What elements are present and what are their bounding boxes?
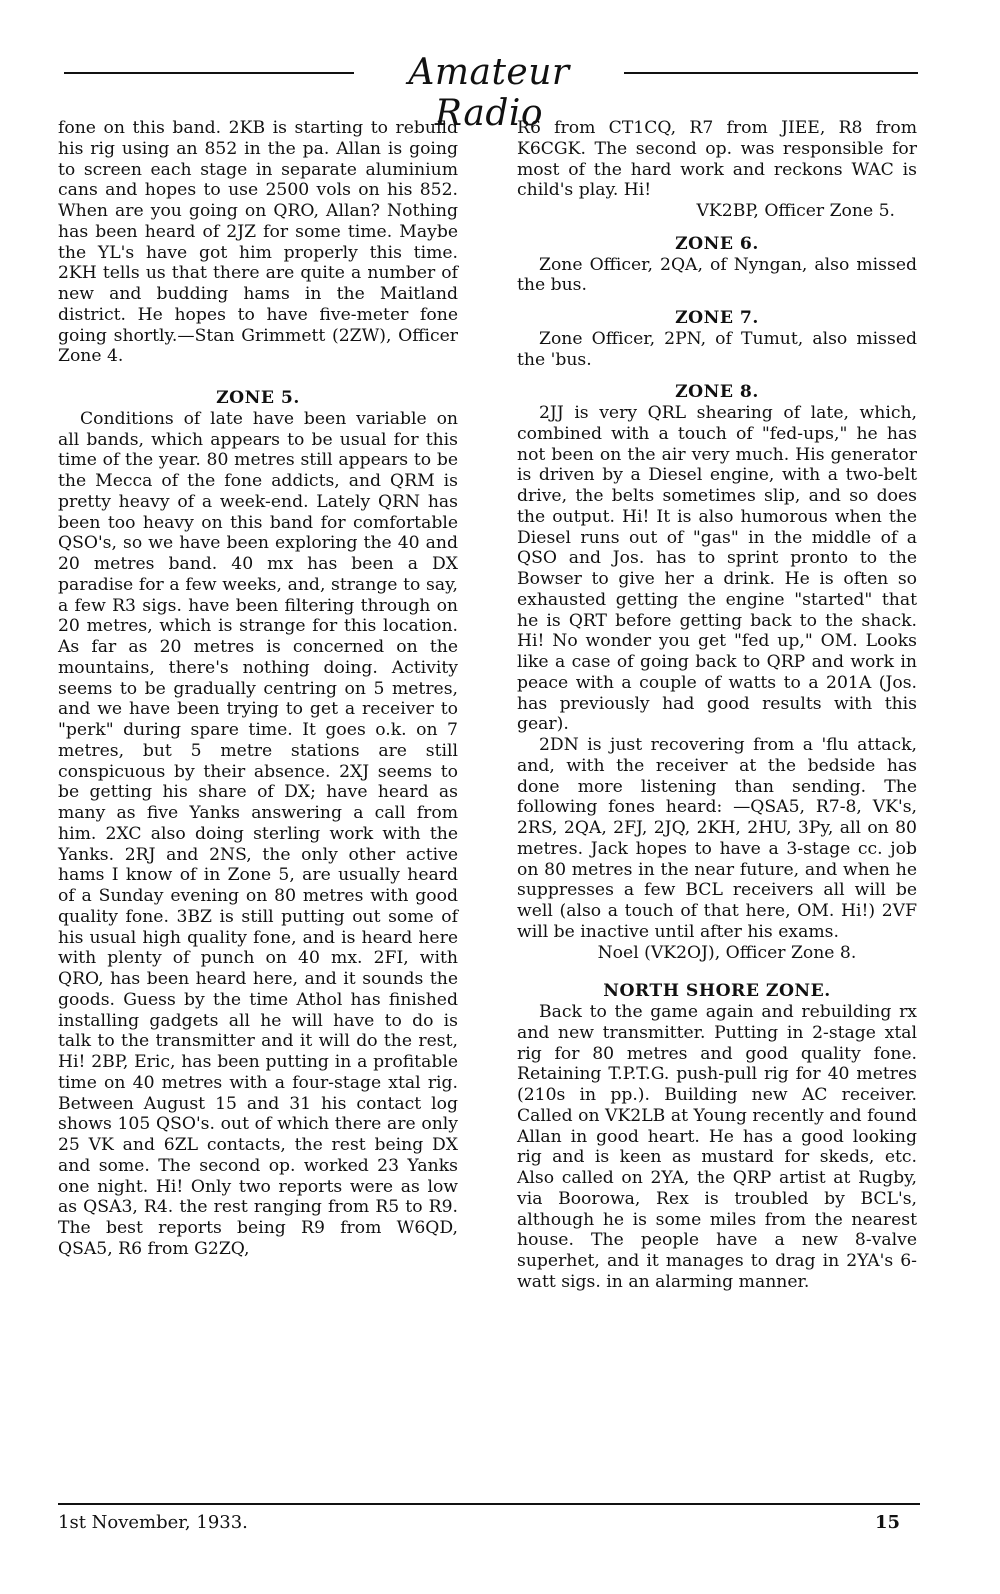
zone5-text: Conditions of late have been variable on all bands, which appears to be usual for this time of the year. 80 metres still appears to be the Mecca of the fone addicts, and QRM is pretty heavy of a week-end. Lately QRN has been too heavy on this band for comfortable QSO's, so we have been exploring the 40 and 20 metres band. 40 mx has been a DX paradise for a few weeks, and, strange to say, a few R3 sigs. have been filtering through on 20 metres, which is strange for this location. As far as 20 metres is concerned on the mountains, there's nothing doing. Activity seems to be gradually centring on 5 metres, and we have been trying to get a receiver to "perk" during spare time. It goes o.k. on 7 metres, but 5 metre stations are still conspicuous by their absence. 2XJ seems to be getting his share of DX; have heard as many as five Yanks answering a call from him. 2XC also doing sterling work with the Yanks. 2RJ and 2NS, the only other active hams I know of in Zone 5, are usually heard of a Sunday evening on 80 metres with good quality fone. 3BZ is still putting out some of his usual high quality fone, and is heard here with plenty of punch on 40 mx. 2FI, with QRO, has been heard here, and it sounds the goods. Guess by the time Athol has finished installing gadgets all he will have to do is talk to the transmitter and it will do the rest, Hi! 2BP, Eric, has been putting in a profitable time on 40 metres with a four-stage xtal rig. Between August 15 and 31 his contact log shows 105 QSO's. out of which there are only 25 VK and 6ZL contacts, the rest being DX and some. The second op. worked 23 Yanks one night. Hi! Only two reports were as low as QSA3, R4. the rest ranging from R5 to R9. The best reports being R9 from W6QD, QSA5, R6 from G2ZQ, <box>58 408 458 1259</box>
zone7-text: Zone Officer, 2PN, of Tumut, also missed the 'bus. <box>517 328 917 370</box>
masthead-rule-right <box>624 72 918 74</box>
zone7-heading: ZONE 7. <box>675 308 759 328</box>
masthead-rule-left <box>64 72 354 74</box>
zone8-text-paragraph: 2JJ is very QRL shearing of late, which, combined with a touch of "fed-ups," he has not been on the air very much. His generator is driven by a Diesel engine, with a two-belt drive, the belts sometimes slip, and so does the output. Hi! It is also humorous when the Diesel runs out of "gas" in the middle of a QSO and Jos. has to sprint pronto to the Bowser to give her a drink. He is often so exhausted getting the engine "started" that he is QRT before getting back to the shack. Hi! No wonder you get "fed up," OM. Looks like a case of going back to QRP and work in peace with a couple of watts to a 201A (Jos. has previously had good results with this gear). <box>517 403 917 735</box>
zone6-text: Zone Officer, 2QA, of Nyngan, also missed the bus. <box>517 254 917 296</box>
north-shore-heading: NORTH SHORE ZONE. <box>603 981 831 1002</box>
masthead-title: Amateur Radio <box>408 52 570 134</box>
footer-rule <box>58 1503 920 1505</box>
right-column <box>517 118 917 1293</box>
zone8-text-paragraph: 2DN is just recovering from a 'flu attack, and, with the receiver at the bedside has done more listening than sending. The following fones heard: —QSA5, R7-8, VK's, 2RS, 2QA, 2FJ, 2JQ, 2KH, 2HU, 3Py, all on 80 metres. Jack hopes to have a 3-stage cc. job on 80 metres in the near future, and when he suppresses a few BCL receivers all will be well (also a touch of that here, OM. Hi!) 2VF will be inactive until after his exams. <box>517 735 917 942</box>
zone5-continuation-text: R6 from CT1CQ, R7 from JIEE, R8 from K6CGK. The second op. was responsible for most of the hard work and reckons WAC is child's play. Hi! <box>517 118 917 201</box>
north-shore-text: Back to the game again and rebuilding rx and new transmitter. Putting in 2-stage xtal rig for 80 metres and good quality fone. Retaining T.P.T.G. push-pull rig for 40 metres (210s in pp.). Building new AC receiver. Called on VK2LB at Young recently and found Allan in good heart. He has a good looking rig and is keen as mustard for skeds, etc. Also called on 2YA, the QRP artist at Rugby, via Boorowa, Rex is troubled by BCL's, although he is some miles from the nearest house. The people have a new 8-valve superhet, and it manages to drag in 2YA's 6-watt sigs. in an alarming manner. <box>517 1002 917 1292</box>
page-number: 15 <box>874 1512 900 1533</box>
zone4-continuation-text: fone on this band. 2KB is starting to rebuild his rig using an 852 in the pa. Allan is going to screen each stage in separate aluminium cans and hopes to use 2500 vols on his 852. When are you going on QRO, Allan? Nothing has been heard of 2JZ for some time. Maybe the YL's have got him properly this time. 2KH tells us that there are quite a number of new and budding hams in the Maitland district. He hopes to have five-meter fone going shortly.—Stan Grimmett (2ZW), Officer Zone 4. <box>58 118 458 367</box>
masthead <box>64 48 918 134</box>
zone6-heading: ZONE 6. <box>675 233 759 254</box>
left-column <box>58 118 458 1260</box>
zone8-heading: ZONE 8. <box>675 382 759 403</box>
zone8-signature: Noel (VK2OJ), Officer Zone 8. <box>597 942 857 963</box>
footer-date: 1st November, 1933. <box>58 1512 248 1533</box>
zone5-heading: ZONE 5. <box>216 388 300 408</box>
zone5-signature: VK2BP, Officer Zone 5. <box>696 201 895 221</box>
